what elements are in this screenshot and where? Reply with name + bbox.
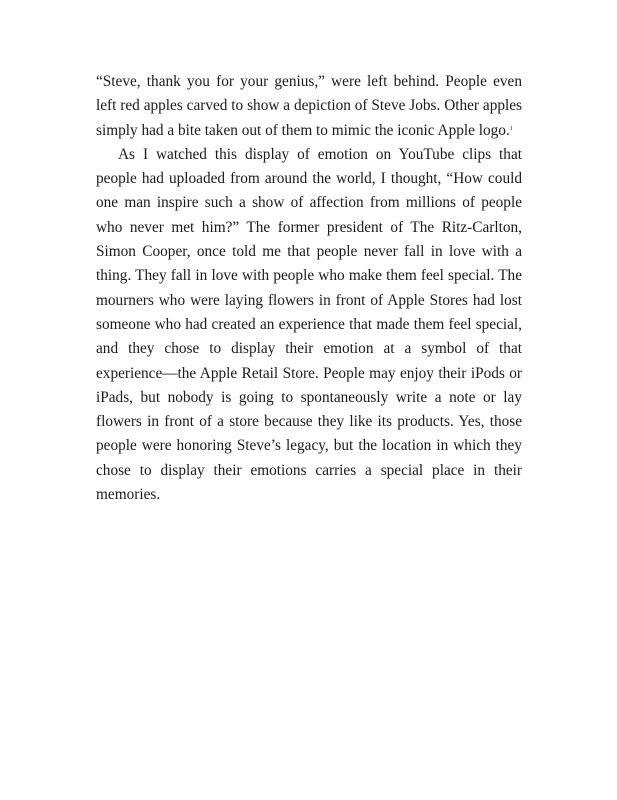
footnote-reference: 1: [509, 125, 513, 132]
paragraph-2-text: As I watched this display of emotion on YouTube clips that people had uploaded from around the world, I thought, “How could one man inspire such a show of affection from millions of people who never met him?” The former president of The Ritz-Carlton, Simon Cooper, once told me that people never fall in love with a thing. They fall in love with people who make them feel special. The mourners who were laying flowers in front of Apple Stores had lost someone who had created an experience that made them feel special, and they chose to display their emotion at a symbol of that experience—the Apple Retail Store. People may enjoy their iPods or iPads, but nobody is going to spontaneously write a note or lay flowers in front of a store because they like its products. Yes, those people were honoring Steve’s legacy, but the location in which they chose to display their emotions carries a special place in their memories.: [96, 145, 522, 504]
paragraph-continuation: [96, 70, 522, 143]
paragraph: [96, 143, 522, 507]
paragraph-1-text: “Steve, thank you for your genius,” were left behind. People even left red apples carved to show a depiction of Steve Jobs. Other apples simply had a bite taken out of them to mimic the iconic Apple logo.: [96, 73, 522, 139]
body-text: [96, 70, 522, 507]
